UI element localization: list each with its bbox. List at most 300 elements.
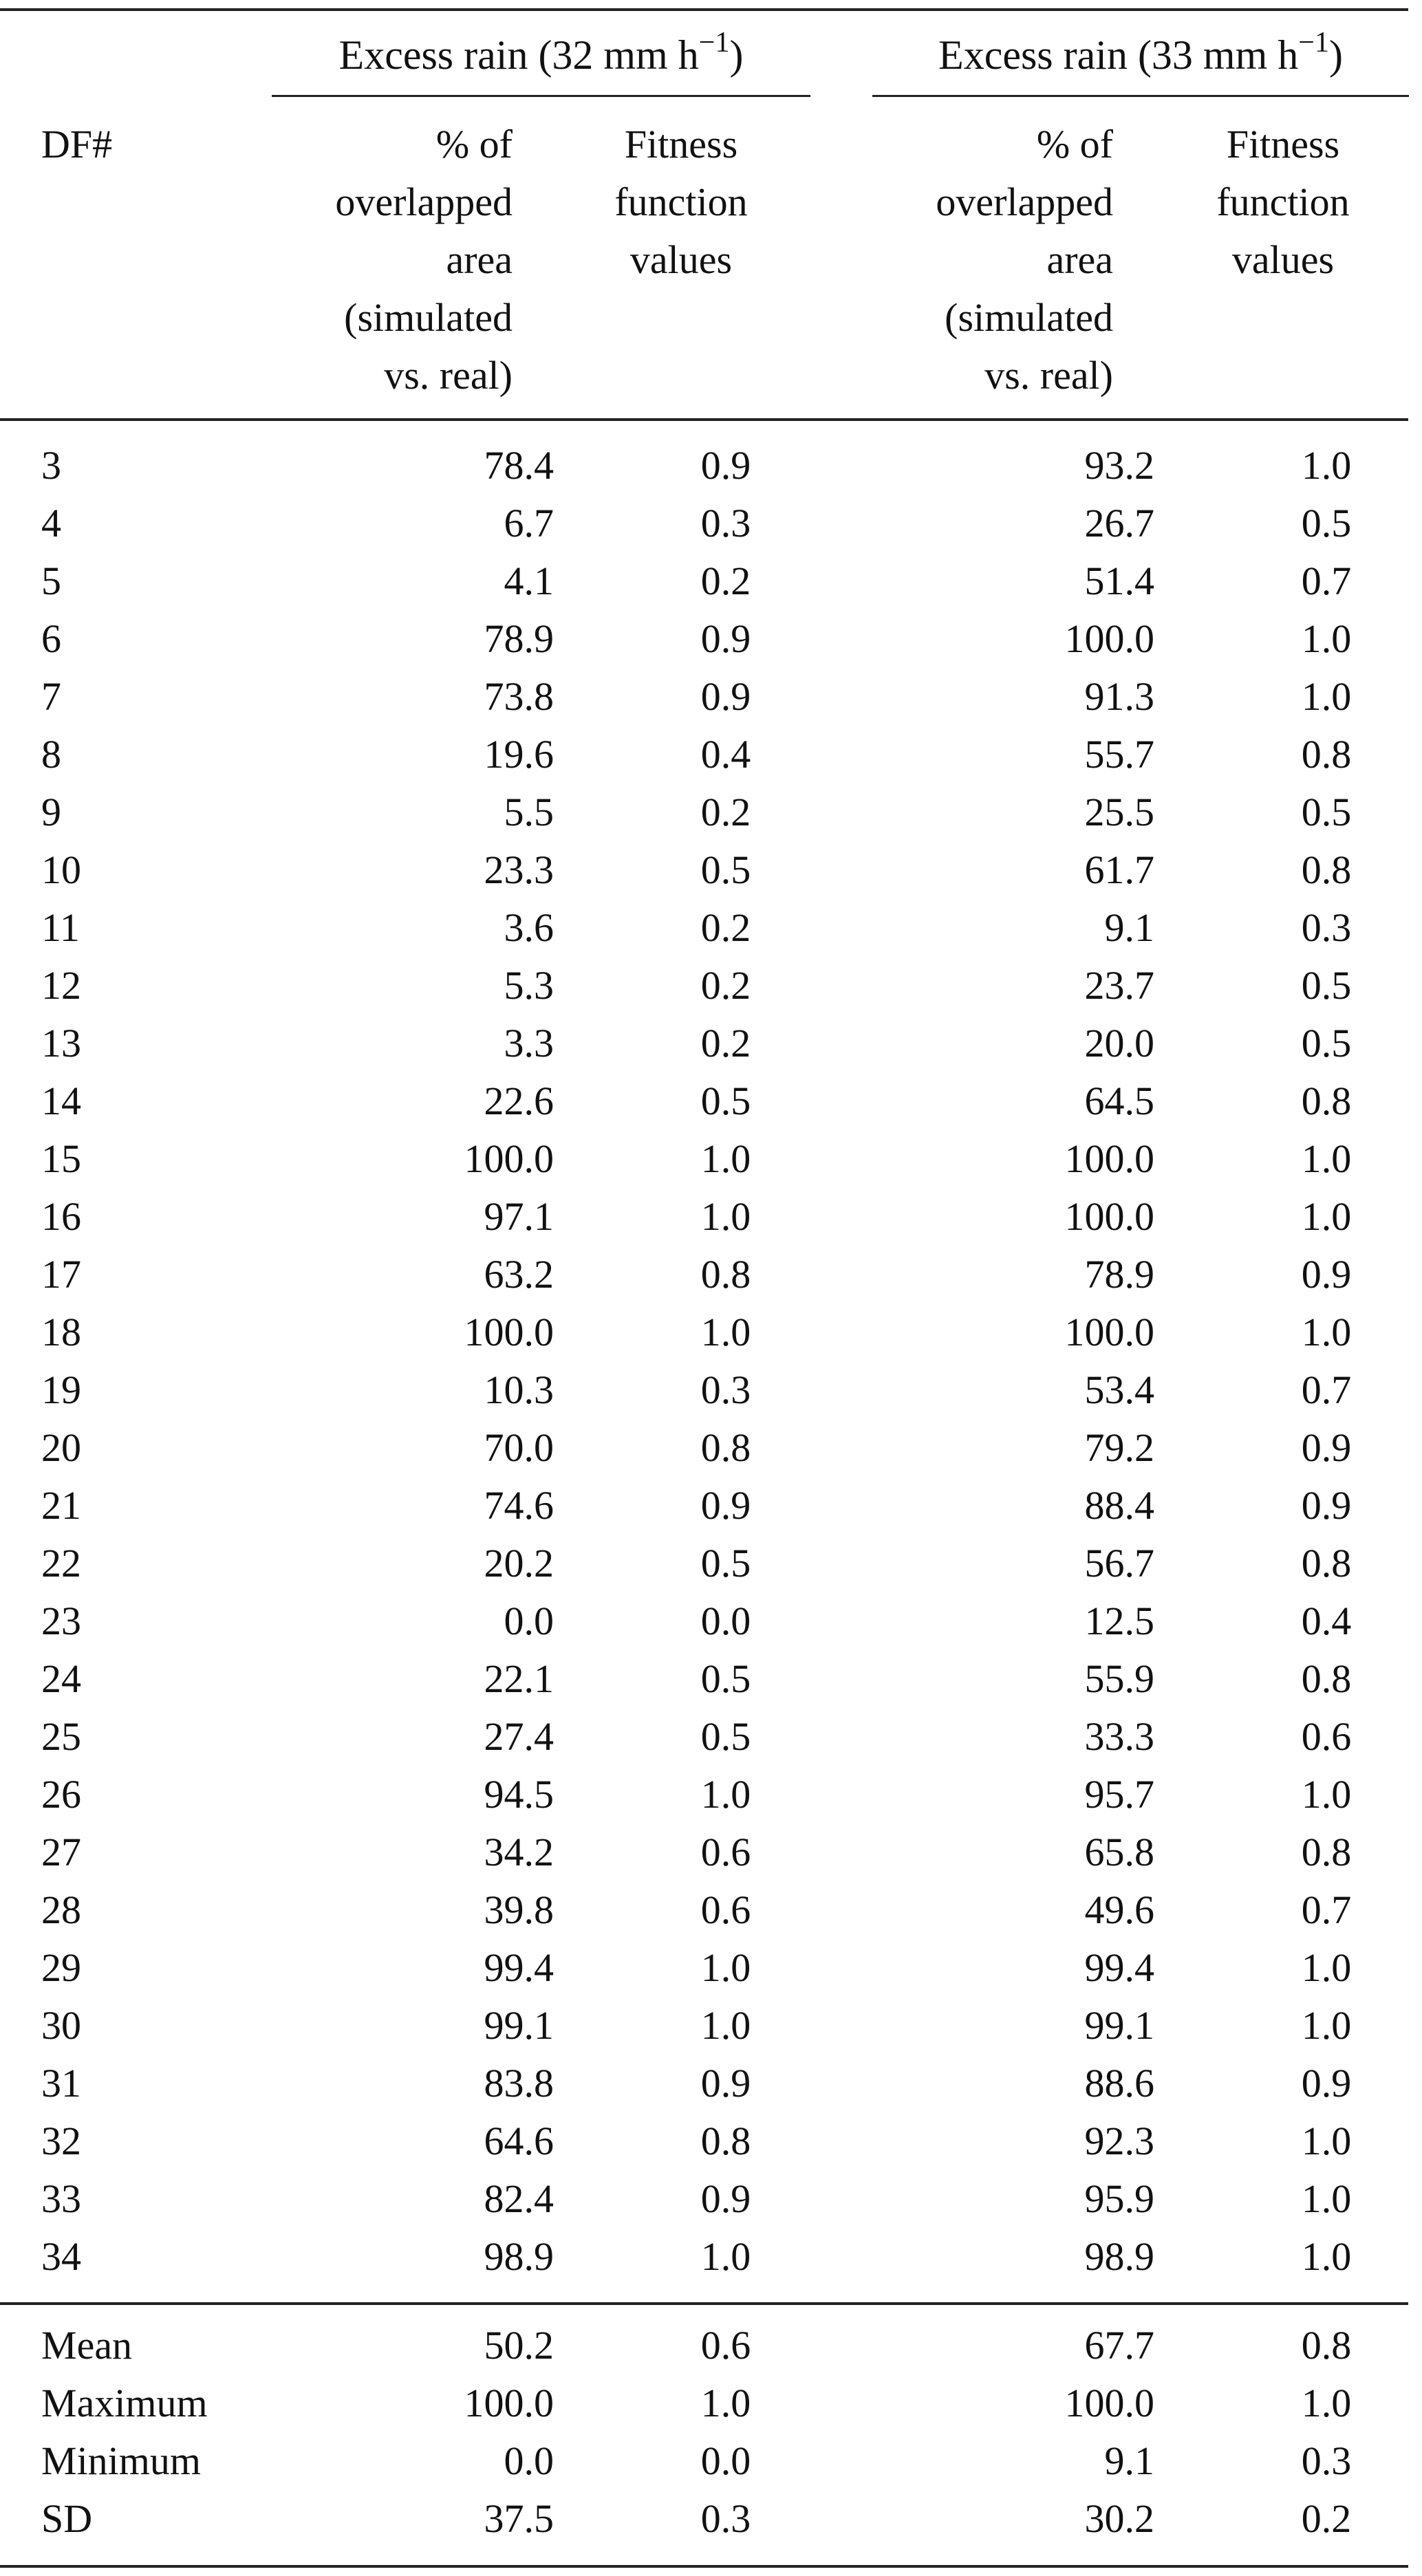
spacer-cell	[836, 1939, 914, 1997]
spacer-cell	[554, 2228, 616, 2286]
table-row	[0, 957, 1422, 1015]
spacer-cell	[554, 1188, 616, 1246]
spacer-cell	[1154, 2170, 1216, 2228]
cell-fitness-33: 1.0	[1301, 1136, 1352, 1181]
spacer-cell	[1154, 437, 1216, 495]
spacer-cell	[836, 1419, 914, 1477]
cell-fitness-33: 0.9	[1301, 2061, 1352, 2106]
stats-top-rule	[0, 2302, 1408, 2305]
cell-df: 11	[41, 905, 80, 950]
cell-overlap-32: 74.6	[484, 1483, 554, 1528]
cell-overlap-32: 23.3	[484, 847, 554, 892]
cell-fitness-33: 1.0	[1301, 1194, 1352, 1239]
spacer-cell	[836, 2055, 914, 2112]
cell-overlap-33: 20.0	[1084, 1021, 1154, 1065]
cell-fitness-33: 1.0	[1301, 1310, 1352, 1354]
cell-fitness-33: 0.5	[1301, 501, 1352, 545]
cell-overlap-33: 100.0	[1064, 2381, 1154, 2425]
cell-overlap-33: 12.5	[1084, 1599, 1154, 1643]
cell-df: 33	[41, 2176, 81, 2221]
cell-overlap-33: 88.4	[1084, 1483, 1154, 1528]
spacer-cell	[554, 1303, 616, 1361]
table-row	[0, 610, 1422, 668]
table-row	[0, 1072, 1422, 1130]
cell-overlap-33: 93.2	[1084, 443, 1154, 488]
summary-stats-table	[0, 2317, 1422, 2548]
cell-overlap-33: 100.0	[1064, 1194, 1154, 1239]
spacer-cell	[554, 1535, 616, 1592]
cell-fitness-32: 0.6	[700, 2323, 751, 2368]
cell-df: 26	[41, 1772, 81, 1817]
cell-df: 31	[41, 2061, 81, 2106]
spacer-cell	[836, 783, 914, 841]
spacer-cell	[554, 783, 616, 841]
cell-overlap-33: 100.0	[1064, 616, 1154, 661]
cell-fitness-33: 1.0	[1301, 2119, 1352, 2163]
spacer-cell	[836, 1708, 914, 1766]
cell-fitness-33: 1.0	[1301, 2234, 1352, 2279]
cell-df: 19	[41, 1367, 81, 1412]
spacer-cell	[554, 841, 616, 899]
spacer-cell	[836, 1072, 914, 1130]
cell-overlap-33: 9.1	[1104, 2438, 1154, 2483]
spacer-cell	[1154, 1881, 1216, 1939]
summary-row	[0, 2490, 1422, 2548]
spacer-cell	[554, 1766, 616, 1823]
cell-fitness-32: 1.0	[700, 1945, 751, 1990]
cell-fitness-32: 0.5	[700, 1079, 751, 1123]
table-row	[0, 783, 1422, 841]
cell-overlap-33: 49.6	[1084, 1887, 1154, 1932]
cell-fitness-33: 0.5	[1301, 790, 1352, 834]
cell-df: 29	[41, 1945, 81, 1990]
cell-overlap-32: 50.2	[484, 2323, 554, 2368]
cell-fitness-33: 0.8	[1301, 1656, 1352, 1701]
table-top-rule	[0, 8, 1408, 11]
cell-overlap-33: 56.7	[1084, 1541, 1154, 1585]
cell-overlap-33: 23.7	[1084, 963, 1154, 1008]
spacer-cell	[836, 1535, 914, 1592]
group-header-33: Excess rain (33 mm $h^{-1}$)	[938, 27, 1343, 78]
spacer-cell	[1154, 1246, 1216, 1303]
summary-row	[0, 2432, 1422, 2490]
cell-df: 4	[41, 501, 61, 545]
spacer-cell	[554, 1072, 616, 1130]
spacer-cell	[836, 2228, 914, 2286]
cell-fitness-32: 0.9	[700, 1483, 751, 1528]
spacer-cell	[1154, 1015, 1216, 1072]
spacer-cell	[836, 1361, 914, 1419]
cell-df: 25	[41, 1714, 81, 1759]
cell-fitness-32: 0.5	[700, 1714, 751, 1759]
cell-overlap-32: 5.3	[504, 963, 554, 1008]
spacer-cell	[836, 1188, 914, 1246]
cell-df: 28	[41, 1887, 81, 1932]
spacer-cell	[554, 2432, 616, 2490]
table-row	[0, 2112, 1422, 2170]
spacer-cell	[554, 957, 616, 1015]
cell-overlap-33: 55.9	[1084, 1656, 1154, 1701]
cell-fitness-33: 0.3	[1301, 2438, 1352, 2483]
cell-fitness-32: 0.2	[700, 905, 751, 950]
spacer-cell	[554, 2317, 616, 2374]
cell-df: 10	[41, 847, 81, 892]
column-header-fitness-32: Fitness function values	[614, 122, 748, 282]
cell-fitness-32: 1.0	[700, 1310, 751, 1354]
cell-overlap-32: 39.8	[484, 1887, 554, 1932]
spacer-cell	[836, 2432, 914, 2490]
cell-fitness-33: 0.2	[1301, 2496, 1352, 2541]
cell-fitness-32: 0.8	[700, 1425, 751, 1470]
spacer-cell	[554, 1419, 616, 1477]
cell-overlap-33: 99.1	[1084, 2003, 1154, 2048]
cell-overlap-33: 55.7	[1084, 732, 1154, 777]
spacer-cell	[836, 1766, 914, 1823]
cell-overlap-32: 37.5	[484, 2496, 554, 2541]
spacer-cell	[554, 437, 616, 495]
cell-fitness-32: 1.0	[700, 1194, 751, 1239]
cell-overlap-32: 6.7	[504, 501, 554, 545]
cell-df: 5	[41, 559, 61, 603]
spacer-cell	[1154, 610, 1216, 668]
cell-df: 9	[41, 790, 61, 834]
cell-fitness-32: 0.9	[700, 2176, 751, 2221]
summary-row	[0, 2317, 1422, 2374]
spacer-cell	[1154, 1188, 1216, 1246]
spacer-cell	[836, 552, 914, 610]
column-header-df: DF#	[41, 122, 113, 166]
spacer-cell	[1154, 1072, 1216, 1130]
table-row	[0, 1823, 1422, 1881]
cell-overlap-33: 65.8	[1084, 1830, 1154, 1874]
spacer-cell	[1154, 1939, 1216, 1997]
group-rule-33	[872, 95, 1409, 97]
spacer-cell	[1154, 783, 1216, 841]
table-row	[0, 1708, 1422, 1766]
spacer-cell	[836, 1477, 914, 1535]
spacer-cell	[836, 1650, 914, 1708]
cell-overlap-32: 5.5	[504, 790, 554, 834]
spacer-cell	[1154, 495, 1216, 552]
spacer-cell	[1154, 1303, 1216, 1361]
cell-df: SD	[41, 2496, 93, 2541]
spacer-cell	[554, 1246, 616, 1303]
table-row	[0, 899, 1422, 957]
spacer-cell	[836, 2317, 914, 2374]
spacer-cell	[554, 1361, 616, 1419]
cell-overlap-32: 100.0	[464, 2381, 554, 2425]
table-row	[0, 726, 1422, 783]
spacer-cell	[836, 2490, 914, 2548]
cell-fitness-32: 0.9	[700, 616, 751, 661]
spacer-cell	[836, 1823, 914, 1881]
spacer-cell	[1154, 1823, 1216, 1881]
cell-overlap-32: 97.1	[484, 1194, 554, 1239]
cell-fitness-32: 1.0	[700, 2381, 751, 2425]
cell-fitness-32: 0.8	[700, 1252, 751, 1297]
cell-df: 15	[41, 1136, 81, 1181]
spacer-cell	[836, 1592, 914, 1650]
table-row	[0, 1766, 1422, 1823]
spacer-cell	[554, 899, 616, 957]
spacer-cell	[836, 899, 914, 957]
cell-fitness-33: 1.0	[1301, 443, 1352, 488]
spacer-cell	[554, 2374, 616, 2432]
cell-overlap-32: 78.9	[484, 616, 554, 661]
cell-overlap-32: 64.6	[484, 2119, 554, 2163]
cell-fitness-33: 0.7	[1301, 1367, 1352, 1412]
spacer-cell	[554, 668, 616, 726]
cell-overlap-32: 98.9	[484, 2234, 554, 2279]
cell-fitness-33: 1.0	[1301, 2176, 1352, 2221]
cell-overlap-32: 22.6	[484, 1079, 554, 1123]
spacer-cell	[554, 1015, 616, 1072]
cell-overlap-32: 22.1	[484, 1656, 554, 1701]
spacer-cell	[1154, 1592, 1216, 1650]
cell-fitness-32: 0.2	[700, 559, 751, 603]
cell-overlap-32: 10.3	[484, 1367, 554, 1412]
spacer-cell	[836, 1997, 914, 2055]
cell-df: 30	[41, 2003, 81, 2048]
cell-overlap-32: 63.2	[484, 1252, 554, 1297]
cell-fitness-33: 1.0	[1301, 2381, 1352, 2425]
cell-fitness-33: 0.8	[1301, 1079, 1352, 1123]
table-row	[0, 1997, 1422, 2055]
cell-fitness-32: 0.2	[700, 1021, 751, 1065]
cell-fitness-33: 0.8	[1301, 847, 1352, 892]
cell-overlap-33: 79.2	[1084, 1425, 1154, 1470]
cell-fitness-32: 0.9	[700, 443, 751, 488]
spacer-cell	[554, 1939, 616, 1997]
cell-overlap-32: 78.4	[484, 443, 554, 488]
cell-overlap-33: 30.2	[1084, 2496, 1154, 2541]
spacer-cell	[554, 552, 616, 610]
cell-overlap-33: 61.7	[1084, 847, 1154, 892]
cell-overlap-32: 83.8	[484, 2061, 554, 2106]
spacer-cell	[1154, 2432, 1216, 2490]
cell-fitness-33: 0.9	[1301, 1252, 1352, 1297]
cell-df: 32	[41, 2119, 81, 2163]
cell-df: 17	[41, 1252, 81, 1297]
cell-fitness-33: 0.7	[1301, 1887, 1352, 1932]
cell-overlap-33: 99.4	[1084, 1945, 1154, 1990]
spacer-cell	[1154, 2055, 1216, 2112]
cell-df: 6	[41, 616, 61, 661]
cell-df: 20	[41, 1425, 81, 1470]
cell-overlap-33: 91.3	[1084, 674, 1154, 719]
cell-fitness-33: 0.9	[1301, 1483, 1352, 1528]
cell-fitness-32: 0.3	[700, 1367, 751, 1412]
cell-overlap-33: 64.5	[1084, 1079, 1154, 1123]
spacer-cell	[554, 610, 616, 668]
cell-overlap-32: 100.0	[464, 1136, 554, 1181]
cell-fitness-32: 1.0	[700, 1136, 751, 1181]
cell-fitness-33: 1.0	[1301, 616, 1352, 661]
cell-overlap-32: 27.4	[484, 1714, 554, 1759]
spacer-cell	[836, 437, 914, 495]
spacer-cell	[836, 2170, 914, 2228]
spacer-cell	[836, 1015, 914, 1072]
cell-fitness-33: 0.3	[1301, 905, 1352, 950]
cell-fitness-33: 0.6	[1301, 1714, 1352, 1759]
cell-df: 16	[41, 1194, 81, 1239]
cell-fitness-33: 0.8	[1301, 732, 1352, 777]
table-row	[0, 1361, 1422, 1419]
cell-fitness-32: 1.0	[700, 1772, 751, 1817]
cell-overlap-33: 53.4	[1084, 1367, 1154, 1412]
spacer-cell	[554, 2170, 616, 2228]
spacer-cell	[554, 495, 616, 552]
cell-overlap-33: 51.4	[1084, 559, 1154, 603]
table-row	[0, 495, 1422, 552]
spacer-cell	[1154, 668, 1216, 726]
cell-fitness-33: 0.8	[1301, 2323, 1352, 2368]
cell-overlap-33: 88.6	[1084, 2061, 1154, 2106]
table-row	[0, 841, 1422, 899]
cell-fitness-32: 0.2	[700, 963, 751, 1008]
table-row	[0, 1015, 1422, 1072]
table-row	[0, 2170, 1422, 2228]
cell-fitness-33: 1.0	[1301, 2003, 1352, 2048]
spacer-cell	[554, 1592, 616, 1650]
cell-df: 13	[41, 1021, 81, 1065]
spacer-cell	[836, 726, 914, 783]
cell-fitness-33: 0.9	[1301, 1425, 1352, 1470]
cell-fitness-32: 1.0	[700, 2003, 751, 2048]
cell-df: Mean	[41, 2323, 133, 2368]
cell-overlap-32: 100.0	[464, 1310, 554, 1354]
cell-fitness-32: 0.9	[700, 674, 751, 719]
spacer-cell	[1154, 2228, 1216, 2286]
spacer-cell	[1154, 1535, 1216, 1592]
cell-overlap-33: 100.0	[1064, 1310, 1154, 1354]
summary-row	[0, 2374, 1422, 2432]
spacer-cell	[554, 2112, 616, 2170]
cell-overlap-32: 99.1	[484, 2003, 554, 2048]
cell-overlap-33: 26.7	[1084, 501, 1154, 545]
group-header-32: Excess rain (32 mm $h^{-1}$)	[338, 27, 744, 78]
cell-fitness-32: 0.5	[700, 1656, 751, 1701]
cell-fitness-33: 0.8	[1301, 1830, 1352, 1874]
cell-overlap-32: 0.0	[504, 2438, 554, 2483]
spacer-cell	[1154, 726, 1216, 783]
spacer-cell	[554, 1708, 616, 1766]
spacer-cell	[554, 726, 616, 783]
table-row	[0, 1419, 1422, 1477]
table-row	[0, 1939, 1422, 1997]
spacer-cell	[1154, 2112, 1216, 2170]
cell-overlap-32: 70.0	[484, 1425, 554, 1470]
cell-df: Minimum	[41, 2438, 202, 2483]
table-row	[0, 1592, 1422, 1650]
spacer-cell	[554, 1823, 616, 1881]
cell-fitness-33: 1.0	[1301, 674, 1352, 719]
cell-fitness-32: 0.5	[700, 847, 751, 892]
table-row	[0, 1130, 1422, 1188]
cell-df: 14	[41, 1079, 81, 1123]
cell-fitness-32: 0.5	[700, 1541, 751, 1585]
spacer-cell	[554, 2055, 616, 2112]
spacer-cell	[1154, 552, 1216, 610]
spacer-cell	[836, 2112, 914, 2170]
cell-df: 34	[41, 2234, 81, 2279]
table-row	[0, 2055, 1422, 2112]
column-header-overlap-33: % of overlapped area (simulated vs. real)	[936, 122, 1113, 398]
cell-df: 3	[41, 443, 61, 488]
table-row	[0, 668, 1422, 726]
spacer-cell	[554, 1130, 616, 1188]
cell-df: 21	[41, 1483, 81, 1528]
cell-overlap-33: 67.7	[1084, 2323, 1154, 2368]
cell-fitness-33: 0.4	[1301, 1599, 1352, 1643]
table-row	[0, 1303, 1422, 1361]
spacer-cell	[1154, 1650, 1216, 1708]
cell-overlap-33: 100.0	[1064, 1136, 1154, 1181]
spacer-cell	[1154, 2490, 1216, 2548]
spacer-cell	[1154, 1708, 1216, 1766]
table-row	[0, 2228, 1422, 2286]
cell-overlap-33: 78.9	[1084, 1252, 1154, 1297]
spacer-cell	[836, 841, 914, 899]
cell-fitness-32: 0.0	[700, 1599, 751, 1643]
cell-overlap-32: 34.2	[484, 1830, 554, 1874]
cell-fitness-32: 0.3	[700, 501, 751, 545]
cell-fitness-32: 0.3	[700, 2496, 751, 2541]
spacer-cell	[1154, 1997, 1216, 2055]
cell-df: 7	[41, 674, 61, 719]
cell-fitness-32: 1.0	[700, 2234, 751, 2279]
spacer-cell	[836, 1246, 914, 1303]
cell-overlap-32: 73.8	[484, 674, 554, 719]
cell-fitness-32: 0.6	[700, 1830, 751, 1874]
table-row	[0, 1650, 1422, 1708]
cell-overlap-32: 4.1	[504, 559, 554, 603]
spacer-cell	[554, 1997, 616, 2055]
cell-overlap-33: 92.3	[1084, 2119, 1154, 2163]
cell-overlap-33: 95.7	[1084, 1772, 1154, 1817]
cell-df: Maximum	[41, 2381, 208, 2425]
spacer-cell	[1154, 2317, 1216, 2374]
spacer-cell	[836, 1881, 914, 1939]
spacer-cell	[1154, 2374, 1216, 2432]
cell-overlap-33: 98.9	[1084, 2234, 1154, 2279]
spacer-cell	[1154, 1130, 1216, 1188]
cell-df: 22	[41, 1541, 81, 1585]
spacer-cell	[1154, 957, 1216, 1015]
cell-overlap-32: 82.4	[484, 2176, 554, 2221]
spacer-cell	[836, 1303, 914, 1361]
spacer-cell	[836, 668, 914, 726]
cell-overlap-33: 95.9	[1084, 2176, 1154, 2221]
cell-fitness-33: 0.7	[1301, 559, 1352, 603]
cell-overlap-32: 99.4	[484, 1945, 554, 1990]
cell-df: 12	[41, 963, 81, 1008]
cell-overlap-33: 25.5	[1084, 790, 1154, 834]
column-header-overlap-32: % of overlapped area (simulated vs. real)	[335, 122, 513, 398]
group-rule-32	[272, 95, 810, 97]
spacer-cell	[836, 1130, 914, 1188]
spacer-cell	[554, 1650, 616, 1708]
spacer-cell	[1154, 899, 1216, 957]
table-row	[0, 552, 1422, 610]
spacer-cell	[554, 1477, 616, 1535]
cell-df: 23	[41, 1599, 81, 1643]
cell-df: 24	[41, 1656, 81, 1701]
cell-fitness-32: 0.4	[700, 732, 751, 777]
spacer-cell	[1154, 841, 1216, 899]
cell-fitness-32: 0.8	[700, 2119, 751, 2163]
spacer-cell	[1154, 1419, 1216, 1477]
